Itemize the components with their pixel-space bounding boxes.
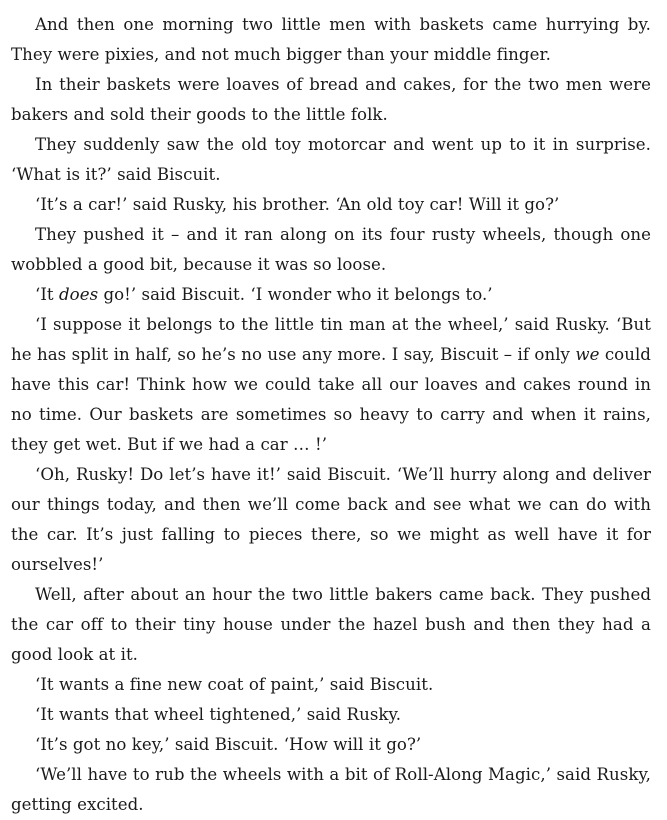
- story-paragraph: [11, 730, 651, 760]
- paragraph-text: ‘I suppose it belongs to the little tin man at the wheel,’ said Rusky. ‘But he has split in half, so he’s no use any more. I say, Biscuit – if only: [11, 315, 651, 364]
- paragraph-text: ‘It wants a fine new coat of paint,’ said Biscuit.: [35, 675, 434, 694]
- paragraph-text: ‘It wants that wheel tightened,’ said Rusky.: [35, 705, 402, 724]
- paragraph-text: And then one morning two little men with baskets came hurrying by. They were pixies, and not much bigger than your middle finger.: [11, 15, 651, 64]
- story-paragraph: [11, 670, 651, 700]
- story-paragraph: [11, 190, 651, 220]
- emphasis-text: we: [575, 345, 600, 364]
- paragraph-text: They pushed it – and it ran along on its four rusty wheels, though one wobbled a good bit, because it was so loose.: [11, 225, 651, 274]
- paragraph-text: Well, after about an hour the two little bakers came back. They pushed the car off to their tiny house under the hazel bush and then they had a good look at it.: [11, 585, 651, 664]
- story-paragraph: [11, 760, 651, 820]
- paragraph-text: could have this car! Think how we could take all our loaves and cakes round in no time. Our baskets are sometimes so heavy to carry and when it rains, they get wet. But if we had a car … !’: [11, 345, 651, 454]
- paragraph-text: ‘It: [35, 285, 59, 304]
- story-paragraph: [11, 310, 651, 460]
- paragraph-text: ‘It’s got no key,’ said Biscuit. ‘How will it go?’: [35, 735, 422, 754]
- story-paragraph: [11, 460, 651, 580]
- story-paragraph: [11, 70, 651, 130]
- paragraph-text: They suddenly saw the old toy motorcar and went up to it in surprise. ‘What is it?’ said Biscuit.: [11, 135, 651, 184]
- story-paragraph: [11, 10, 651, 70]
- story-paragraph: [11, 220, 651, 280]
- paragraph-text: ‘Oh, Rusky! Do let’s have it!’ said Biscuit. ‘We’ll hurry along and deliver our things today, and then we’ll come back and see what we can do with the car. It’s just falling to pieces there, so we might as well have it for ourselves!’: [11, 465, 651, 574]
- emphasis-text: does: [58, 285, 99, 304]
- story-paragraph: [11, 580, 651, 670]
- paragraph-text: go!’ said Biscuit. ‘I wonder who it belongs to.’: [98, 285, 493, 304]
- story-text: [11, 10, 651, 820]
- story-paragraph: [11, 280, 651, 310]
- story-paragraph: [11, 130, 651, 190]
- paragraph-text: In their baskets were loaves of bread and cakes, for the two men were bakers and sold their goods to the little folk.: [11, 75, 651, 124]
- paragraph-text: ‘We’ll have to rub the wheels with a bit of Roll-Along Magic,’ said Rusky, getting excited.: [11, 765, 651, 814]
- paragraph-text: ‘It’s a car!’ said Rusky, his brother. ‘An old toy car! Will it go?’: [35, 195, 560, 214]
- story-paragraph: [11, 700, 651, 730]
